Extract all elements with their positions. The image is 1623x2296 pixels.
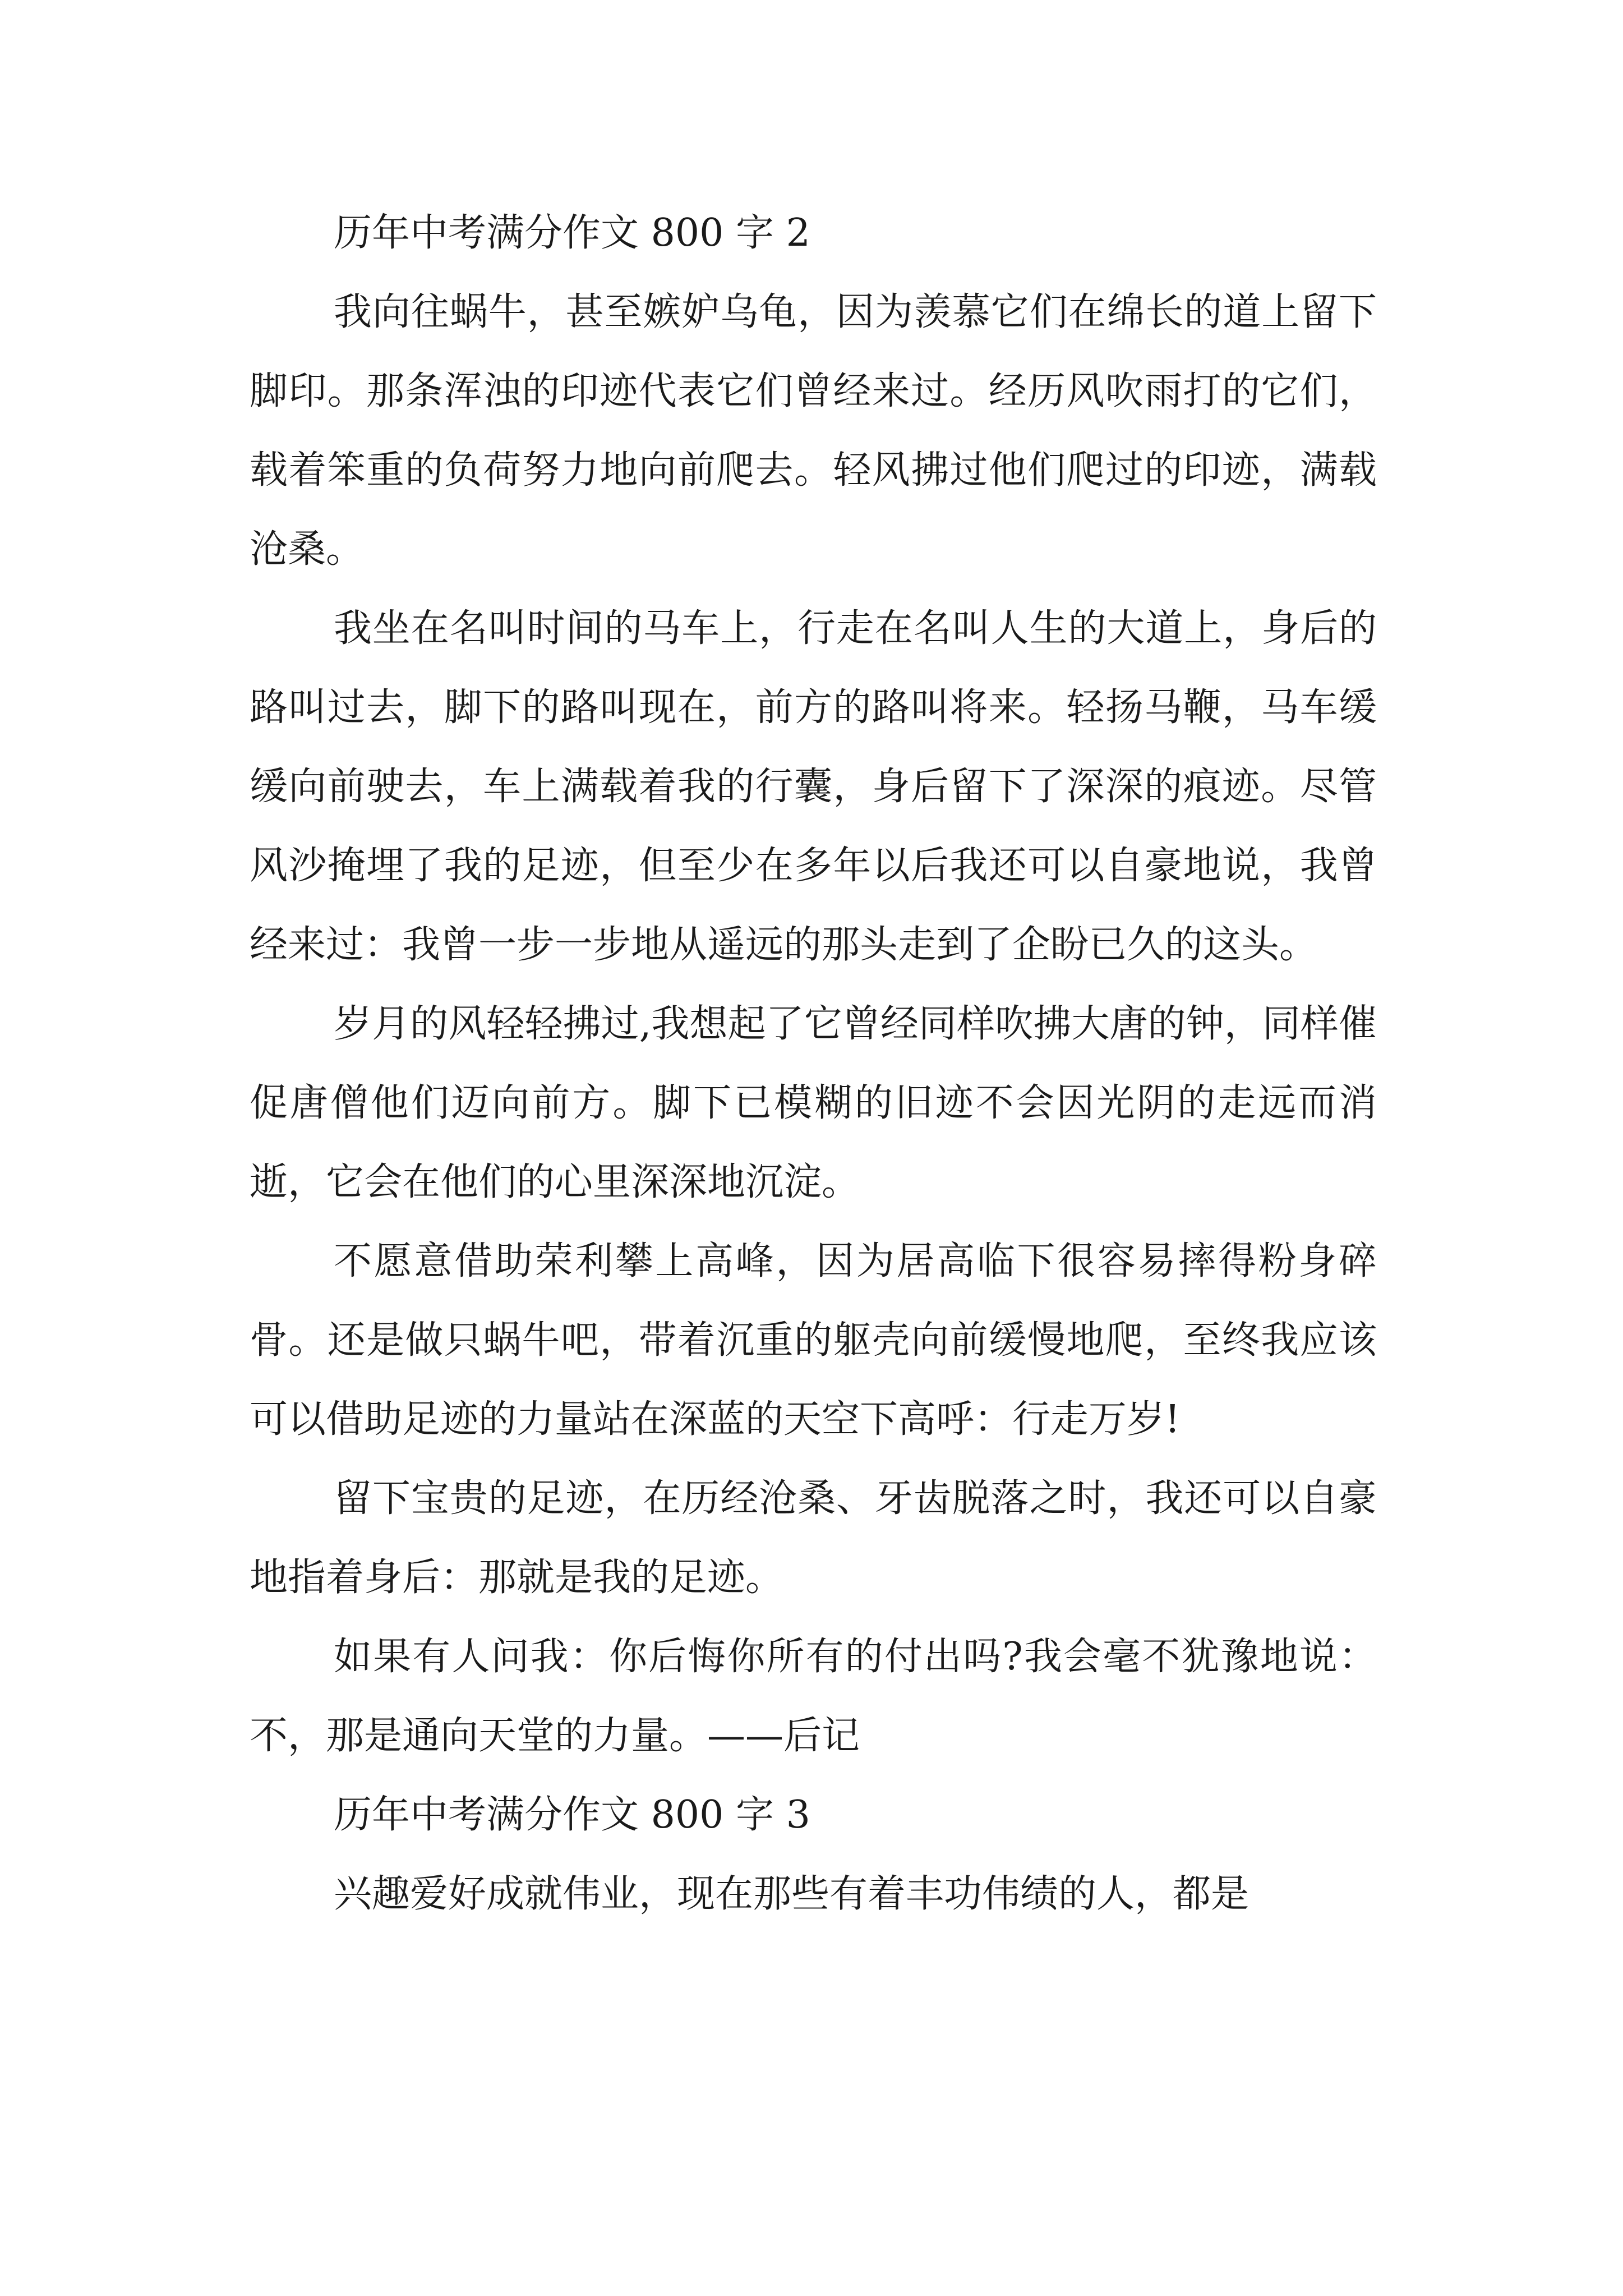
- paragraph-4: 不愿意借助荣利攀上高峰，因为居高临下很容易摔得粉身碎骨。还是做只蜗牛吧，带着沉重的躯壳向前缓慢地爬，至终我应该可以借助足迹的力量站在深蓝的天空下高呼：行走万岁!: [250, 1239, 1377, 1442]
- essay-body: [250, 194, 1377, 1934]
- paragraph-2: 我坐在名叫时间的马车上，行走在名叫人生的大道上，身后的路叫过去，脚下的路叫现在，前方的路叫将来。轻扬马鞭，马车缓缓向前驶去，车上满载着我的行囊，身后留下了深深的痕迹。尽管风沙掩埋了我的足迹，但至少在多年以后我还可以自豪地说，我曾经来过：我曾一步一步地从遥远的那头走到了企盼已久的这头。: [250, 606, 1377, 967]
- paragraph-3: 岁月的风轻轻拂过,我想起了它曾经同样吹拂大唐的钟，同样催促唐僧他们迈向前方。脚下已模糊的旧迹不会因光阴的走远而消逝，它会在他们的心里深深地沉淀。: [250, 1002, 1377, 1204]
- paragraph-5: 留下宝贵的足迹，在历经沧桑、牙齿脱落之时，我还可以自豪地指着身后：那就是我的足迹。: [250, 1476, 1377, 1600]
- paragraph-6: 如果有人问我：你后悔你所有的付出吗?我会毫不犹豫地说：不，那是通向天堂的力量。——后记: [250, 1635, 1377, 1758]
- paragraph-1: 我向往蜗牛，甚至嫉妒乌龟，因为羡慕它们在绵长的道上留下脚印。那条浑浊的印迹代表它们曾经来过。经历风吹雨打的它们，载着笨重的负荷努力地向前爬去。轻风拂过他们爬过的印迹，满载沧桑。: [250, 290, 1377, 572]
- paragraph-final: 兴趣爱好成就伟业，现在那些有着丰功伟绩的人，都是: [334, 1872, 1249, 1916]
- essay-heading-2: 历年中考满分作文 800 字 2: [334, 211, 810, 255]
- essay-heading-3: 历年中考满分作文 800 字 3: [334, 1793, 810, 1837]
